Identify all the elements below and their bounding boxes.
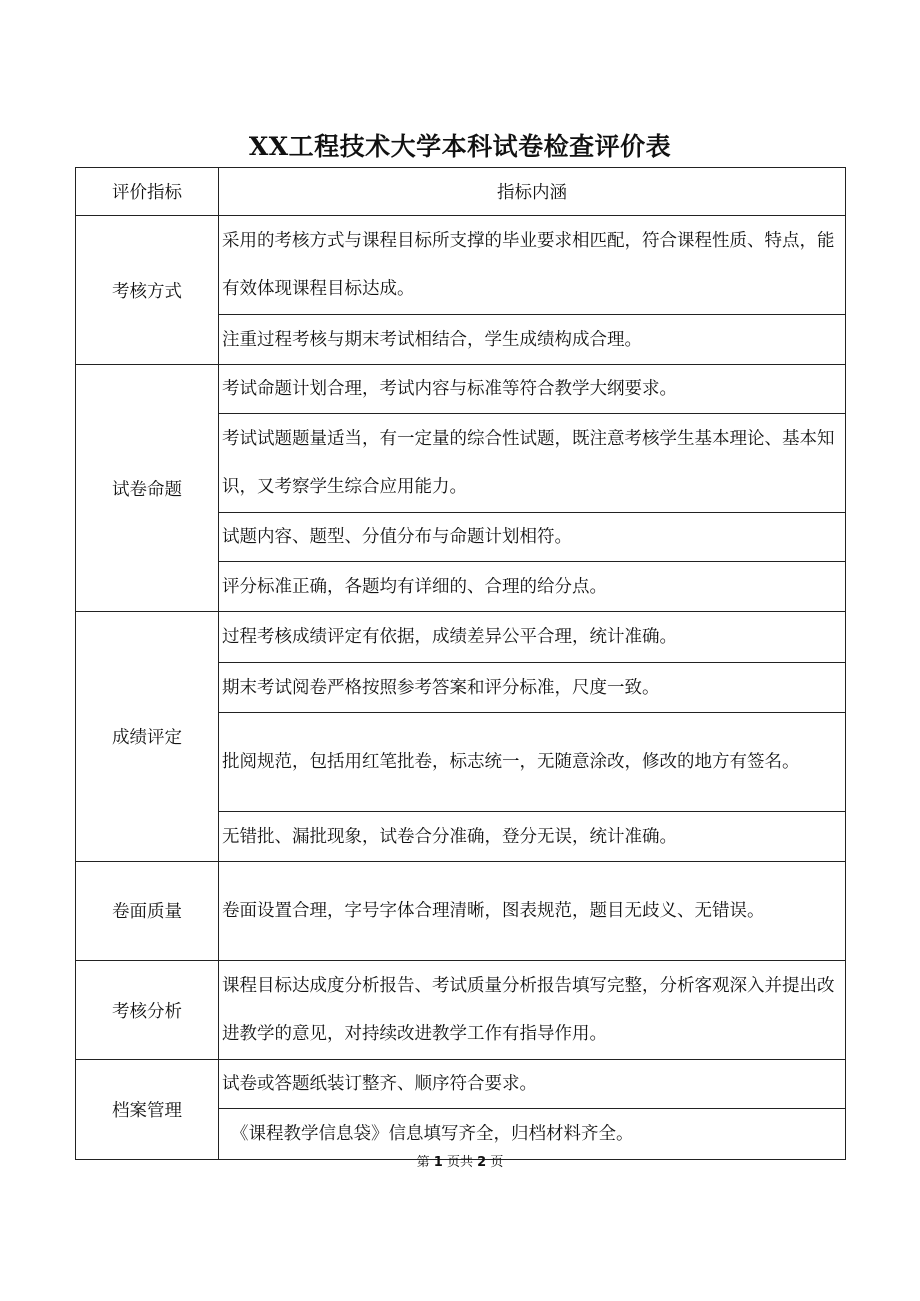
table-row [76,862,846,961]
content-cell: 《课程教学信息袋》信息填写齐全，归档材料齐全。 [219,1109,846,1160]
table-row [76,612,846,663]
footer-suffix: 页 [490,1155,504,1170]
table-row [76,365,846,414]
content-cell: 过程考核成绩评定有依据，成绩差异公平合理，统计准确。 [219,612,846,663]
indicator-cell: 考核分析 [76,961,219,1060]
content-cell: 无错批、漏批现象，试卷合分准确，登分无误，统计准确。 [219,812,846,862]
indicator-cell: 考核方式 [76,216,219,365]
page-title: XX工程技术大学本科试卷检查评价表 [248,132,672,161]
content-cell: 卷面设置合理，字号字体合理清晰，图表规范，题目无歧义、无错误。 [219,862,846,961]
indicator-cell: 档案管理 [76,1060,219,1160]
footer-middle: 页共 [446,1155,473,1170]
header-indicator: 评价指标 [76,168,219,216]
content-cell: 采用的考核方式与课程目标所支撑的毕业要求相匹配，符合课程性质、特点，能有效体现课程目标达成。 [219,216,846,315]
content-cell: 考试试题题量适当，有一定量的综合性试题，既注意考核学生基本理论、基本知识，又考察学生综合应用能力。 [219,414,846,513]
content-cell: 批阅规范，包括用红笔批卷，标志统一，无随意涂改，修改的地方有签名。 [219,713,846,812]
content-cell: 试题内容、题型、分值分布与命题计划相符。 [219,513,846,562]
table-row [76,961,846,1060]
indicator-cell: 成绩评定 [76,612,219,862]
footer-current-page: 1 [433,1155,443,1170]
evaluation-table [75,167,846,1160]
content-cell: 试卷或答题纸装订整齐、顺序符合要求。 [219,1060,846,1109]
indicator-cell: 试卷命题 [76,365,219,612]
footer-total-pages: 2 [477,1155,487,1170]
page-footer [0,1154,920,1172]
content-cell: 期末考试阅卷严格按照参考答案和评分标准，尺度一致。 [219,663,846,713]
indicator-cell: 卷面质量 [76,862,219,961]
content-cell: 考试命题计划合理，考试内容与标准等符合教学大纲要求。 [219,365,846,414]
content-cell: 课程目标达成度分析报告、考试质量分析报告填写完整，分析客观深入并提出改进教学的意见，对持续改进教学工作有指导作用。 [219,961,846,1060]
table-header-row [76,168,846,216]
header-content: 指标内涵 [219,168,846,216]
content-cell: 评分标准正确，各题均有详细的、合理的给分点。 [219,562,846,612]
footer-prefix: 第 [416,1155,430,1170]
table-row [76,216,846,315]
content-cell: 注重过程考核与期末考试相结合，学生成绩构成合理。 [219,315,846,365]
table-row [76,1060,846,1109]
